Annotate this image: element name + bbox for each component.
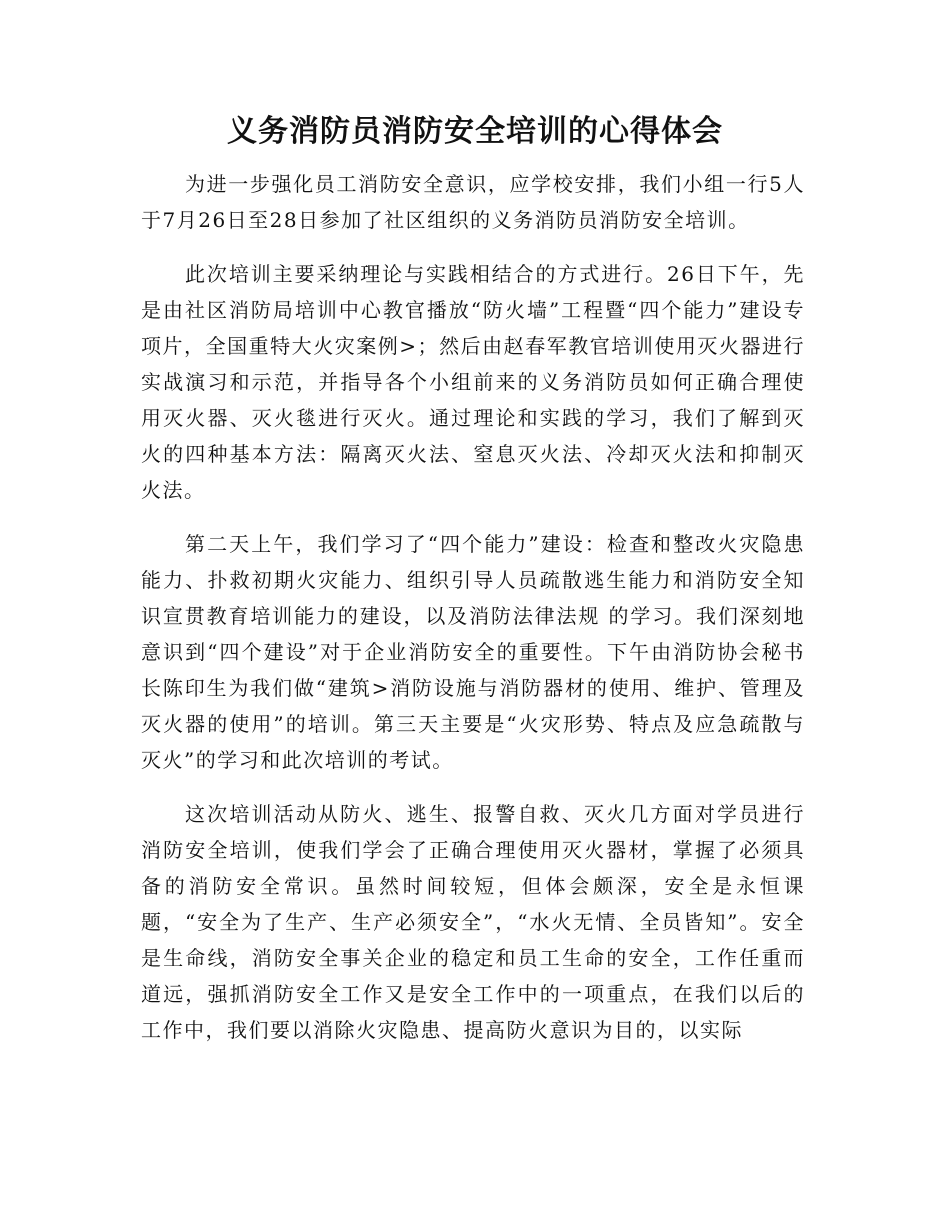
document-body	[141, 166, 805, 1048]
paragraph-1: 为进一步强化员工消防安全意识，应学校安排，我们小组一行5人于7月26日至28日参加了社区组织的义务消防员消防安全培训。	[141, 172, 805, 232]
paragraph-3: 第二天上午，我们学习了“四个能力”建设：检查和整改火灾隐患能力、扑救初期火灾能力、组织引导人员疏散逃生能力和消防安全知识宣贯教育培训能力的建设，以及消防法律法规 的学习。我们深刻地意识到“四个建设”对于企业消防安全的重要性。下午由消防协会秘书长陈印生为我们做“建筑>消防设施与消防器材的使用、维护、管理及灭火器的使用”的培训。第三天主要是“火灾形势、特点及应急疏散与灭火”的学习和此次培训的考试。	[141, 532, 805, 772]
paragraph-2: 此次培训主要采纳理论与实践相结合的方式进行。26日下午，先是由社区消防局培训中心教官播放“防火墙”工程暨“四个能力”建设专项片，全国重特大火灾案例>；然后由赵春军教官培训使用灭火器进行实战演习和示范，并指导各个小组前来的义务消防员如何正确合理使用灭火器、灭火毯进行灭火。通过理论和实践的学习，我们了解到灭火的四种基本方法：隔离灭火法、窒息灭火法、冷却灭火法和抑制灭火法。	[141, 262, 805, 502]
document-title: 义务消防员消防安全培训的心得体会	[227, 114, 723, 149]
paragraph-4: 这次培训活动从防火、逃生、报警自救、灭火几方面对学员进行消防安全培训，使我们学会了正确合理使用灭火器材，掌握了必须具备的消防安全常识。虽然时间较短，但体会颇深，安全是永恒课题，“安全为了生产、生产必须安全”，“水火无情、全员皆知”。安全是生命线，消防安全事关企业的稳定和员工生命的安全，工作任重而道远，强抓消防安全工作又是安全工作中的一项重点，在我们以后的工作中，我们要以消除火灾隐患、提高防火意识为目的，以实际	[141, 802, 805, 1042]
